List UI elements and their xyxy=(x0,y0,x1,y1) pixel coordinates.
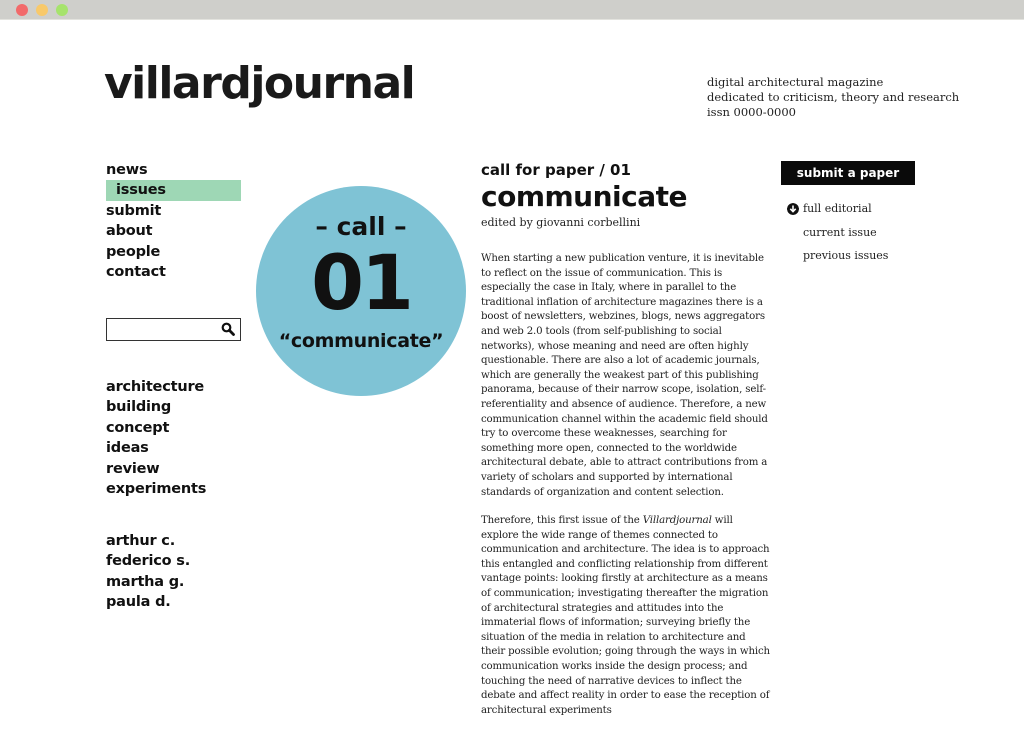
category-experiments[interactable]: experiments xyxy=(106,481,207,498)
paragraph-text: Therefore, this first issue of the xyxy=(481,515,643,527)
nav-item-issues[interactable]: issues xyxy=(106,180,241,200)
category-architecture[interactable]: architecture xyxy=(106,379,205,395)
article-paragraph: When starting a new publication venture, it is inevitable to reflect on the issue of communication. This is especially the case in Italy, where in parallel to the traditional inflation of architecture magazines there is a boost of newsletters, webzines, blogs, news aggregators and web 2.0 tools (from self-publishing to social networks), whose meaning and need are often highly questionable. There are also a lot of academic journals, which are generally the weakest part of this publishing panorama, because of their narrow scope, isolation, self-referentiality and absence of audience. Therefore, a new communication channel within the academic field should try to overcome these weaknesses, searching for something more open, connected to the worldwide architectural debate, able to attract contributions from a variety of scholars and supported by international standards of organization and content selection. xyxy=(481,253,768,498)
category-concept[interactable]: concept xyxy=(106,419,170,436)
nav-item-news[interactable]: news xyxy=(106,162,148,178)
nav-item-contact[interactable]: contact xyxy=(106,264,166,281)
author-paula[interactable]: paula d. xyxy=(106,594,171,611)
site-tagline xyxy=(707,75,959,120)
full-editorial-label: full editorial xyxy=(803,202,872,215)
category-ideas[interactable]: ideas xyxy=(106,440,149,457)
journal-name: Villardjournal xyxy=(642,515,712,527)
article-title: communicate xyxy=(481,180,688,213)
author-martha[interactable]: martha g. xyxy=(106,573,185,590)
minimize-window-button[interactable] xyxy=(36,4,48,16)
nav-item-people[interactable]: people xyxy=(106,243,161,260)
previous-issues-link[interactable]: previous issues xyxy=(803,249,889,262)
badge-theme: “communicate” xyxy=(278,330,444,352)
search-box xyxy=(106,318,241,341)
nav-item-submit[interactable]: submit xyxy=(106,202,162,219)
maximize-window-button[interactable] xyxy=(56,4,68,16)
article-paragraph xyxy=(481,514,771,718)
current-issue-link[interactable]: current issue xyxy=(803,225,877,239)
article xyxy=(481,160,771,718)
badge-call-label: – call – xyxy=(315,212,407,241)
window-titlebar xyxy=(0,0,1024,20)
tagline-issn: issn 0000-0000 xyxy=(707,105,796,119)
category-list xyxy=(106,377,206,499)
main-nav xyxy=(106,160,241,282)
author-list xyxy=(106,531,190,613)
badge-number: 01 xyxy=(311,238,411,327)
category-review[interactable]: review xyxy=(106,460,160,477)
author-arthur[interactable]: arthur c. xyxy=(106,533,176,549)
search-icon[interactable] xyxy=(221,322,235,336)
full-editorial-link[interactable] xyxy=(781,197,916,221)
tagline-line: digital architectural magazine xyxy=(707,75,884,89)
close-window-button[interactable] xyxy=(16,4,28,16)
download-icon xyxy=(787,203,799,215)
submit-paper-button[interactable]: submit a paper xyxy=(781,161,915,185)
paragraph-text: will explore the wide range of themes connected to communication and architecture. The idea is to approach this entangled and conflicting relationship from different vantage points: looking firstly at architecture as a means of communication; investigating thereafter the migration of architectural strategies and attitudes into the immaterial flows of information; surveying briefly the situation of the media in relation to architecture and their possible evolution; going through the ways in which communication works inside the design process; and touching the need of narrative devices to inflect the debate and affect reality in order to ease the reception of architectural experiments xyxy=(481,515,770,716)
article-byline: edited by giovanni corbellini xyxy=(481,216,641,229)
article-kicker: call for paper / 01 xyxy=(481,161,631,179)
site-logo[interactable]: villardjournal xyxy=(104,58,415,109)
sidebar-links xyxy=(781,197,916,268)
tagline-line: dedicated to criticism, theory and research xyxy=(707,90,960,104)
author-federico[interactable]: federico s. xyxy=(106,553,191,570)
nav-item-about[interactable]: about xyxy=(106,223,153,240)
call-badge xyxy=(256,186,466,396)
search-input[interactable] xyxy=(107,319,217,339)
category-building[interactable]: building xyxy=(106,399,172,416)
article-sidebar xyxy=(781,161,916,268)
